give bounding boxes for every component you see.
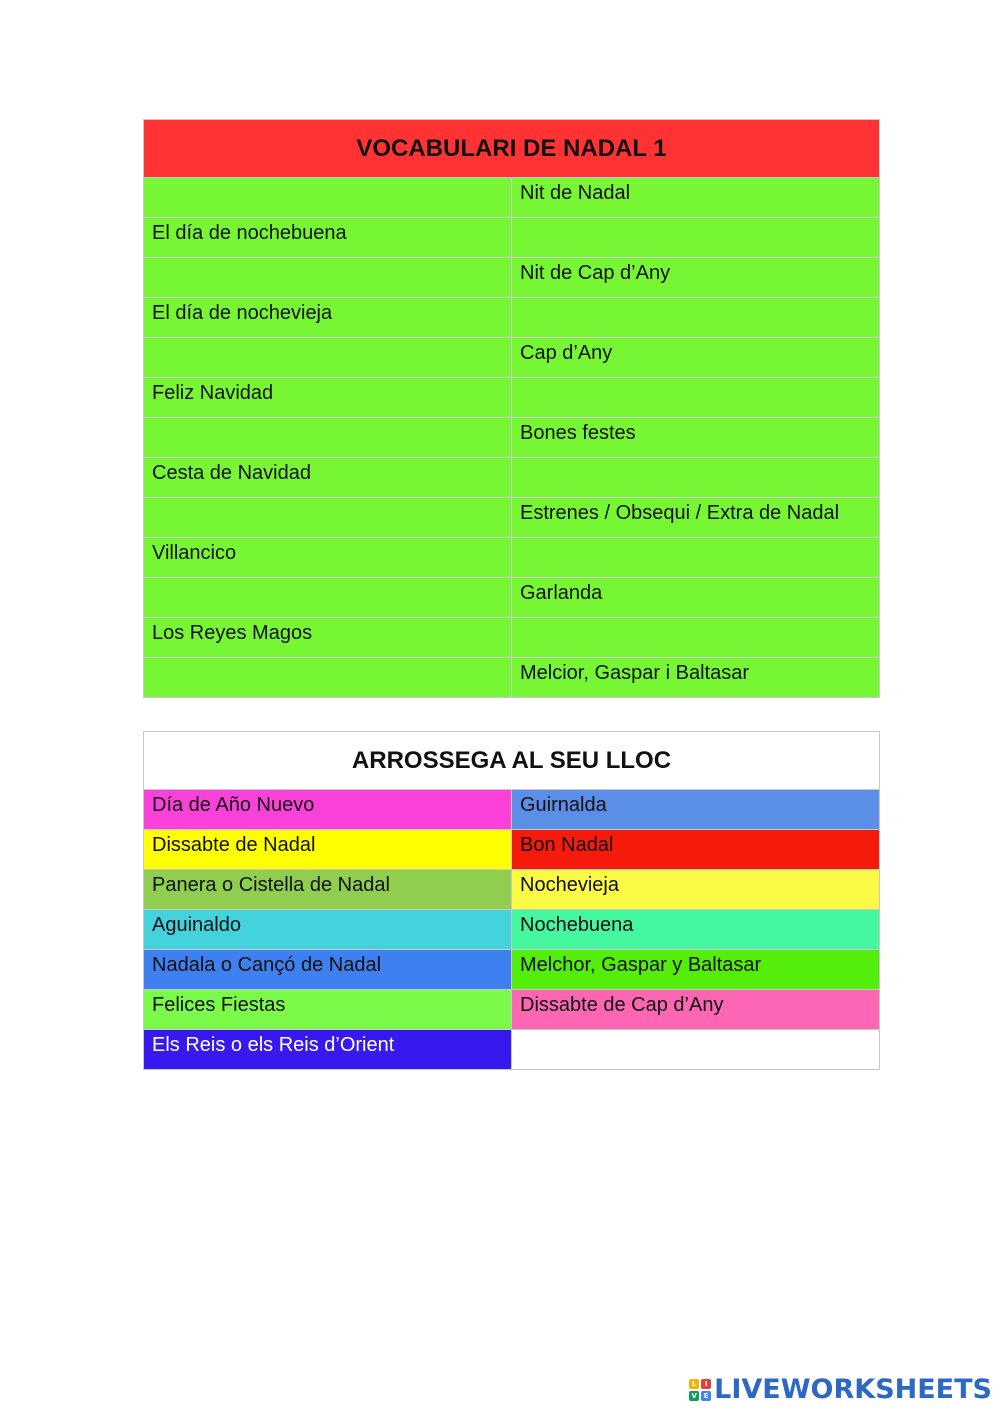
vocab-row: [144, 498, 880, 538]
logo-mark-square: V: [689, 1391, 699, 1401]
draggable-word[interactable]: Dissabte de Cap d’Any: [512, 990, 880, 1030]
drag-options-table: [143, 731, 880, 1070]
draggable-word[interactable]: Panera o Cistella de Nadal: [144, 870, 512, 910]
vocab-cell-catalan: Bones festes: [512, 418, 880, 458]
liveworksheets-logo-icon: [689, 1379, 711, 1401]
logo-mark-square: E: [701, 1391, 711, 1401]
vocab-row: [144, 338, 880, 378]
drag-row: [144, 990, 880, 1030]
vocab-cell-catalan: Nit de Nadal: [512, 178, 880, 218]
vocabulary-title: VOCABULARI DE NADAL 1: [144, 120, 880, 178]
draggable-word[interactable]: Día de Año Nuevo: [144, 790, 512, 830]
vocab-row: [144, 418, 880, 458]
logo-mark-square: L: [689, 1379, 699, 1389]
vocab-row: [144, 218, 880, 258]
draggable-word[interactable]: Aguinaldo: [144, 910, 512, 950]
vocab-cell-catalan[interactable]: [512, 458, 880, 498]
vocab-row: [144, 298, 880, 338]
vocab-cell-spanish: Feliz Navidad: [144, 378, 512, 418]
vocab-row: [144, 178, 880, 218]
vocab-cell-catalan: Nit de Cap d’Any: [512, 258, 880, 298]
draggable-word[interactable]: Nochevieja: [512, 870, 880, 910]
drag-row: [144, 910, 880, 950]
vocab-row: [144, 378, 880, 418]
drag-row: [144, 870, 880, 910]
drag-row: [144, 830, 880, 870]
vocab-cell-spanish[interactable]: [144, 338, 512, 378]
draggable-word[interactable]: Melchor, Gaspar y Baltasar: [512, 950, 880, 990]
liveworksheets-logo: [689, 1374, 992, 1405]
vocab-cell-catalan[interactable]: [512, 298, 880, 338]
vocab-cell-spanish: Los Reyes Magos: [144, 618, 512, 658]
draggable-word[interactable]: Els Reis o els Reis d’Orient: [144, 1030, 512, 1070]
draggable-word[interactable]: Guirnalda: [512, 790, 880, 830]
vocab-cell-catalan: Melcior, Gaspar i Baltasar: [512, 658, 880, 698]
draggable-word[interactable]: Felices Fiestas: [144, 990, 512, 1030]
vocab-row: [144, 258, 880, 298]
vocab-cell-spanish[interactable]: [144, 418, 512, 458]
draggable-word[interactable]: Dissabte de Nadal: [144, 830, 512, 870]
vocab-cell-catalan: Cap d’Any: [512, 338, 880, 378]
vocab-row: [144, 658, 880, 698]
drag-row: [144, 790, 880, 830]
vocab-cell-catalan[interactable]: [512, 538, 880, 578]
vocab-cell-spanish[interactable]: [144, 658, 512, 698]
drag-title: ARROSSEGA AL SEU LLOC: [144, 732, 880, 790]
vocab-row: [144, 578, 880, 618]
vocab-cell-spanish: Cesta de Navidad: [144, 458, 512, 498]
vocab-cell-spanish[interactable]: [144, 258, 512, 298]
draggable-word[interactable]: Bon Nadal: [512, 830, 880, 870]
vocab-cell-spanish: Villancico: [144, 538, 512, 578]
vocabulary-table: [143, 119, 880, 698]
vocab-cell-catalan[interactable]: [512, 378, 880, 418]
logo-mark-square: I: [701, 1379, 711, 1389]
vocab-cell-spanish[interactable]: [144, 578, 512, 618]
vocab-cell-spanish[interactable]: [144, 178, 512, 218]
liveworksheets-logo-text: LIVEWORKSHEETS: [714, 1374, 992, 1405]
vocab-cell-spanish[interactable]: [144, 498, 512, 538]
empty-cell: [512, 1030, 880, 1070]
draggable-word[interactable]: Nochebuena: [512, 910, 880, 950]
vocab-cell-spanish: El día de nochevieja: [144, 298, 512, 338]
vocab-cell-catalan: Garlanda: [512, 578, 880, 618]
vocab-row: [144, 618, 880, 658]
drag-row: [144, 1030, 880, 1070]
drag-row: [144, 950, 880, 990]
vocab-row: [144, 538, 880, 578]
vocab-cell-catalan[interactable]: [512, 618, 880, 658]
vocab-row: [144, 458, 880, 498]
draggable-word[interactable]: Nadala o Cançó de Nadal: [144, 950, 512, 990]
vocab-cell-spanish: El día de nochebuena: [144, 218, 512, 258]
vocab-cell-catalan[interactable]: [512, 218, 880, 258]
vocab-cell-catalan: Estrenes / Obsequi / Extra de Nadal: [512, 498, 880, 538]
